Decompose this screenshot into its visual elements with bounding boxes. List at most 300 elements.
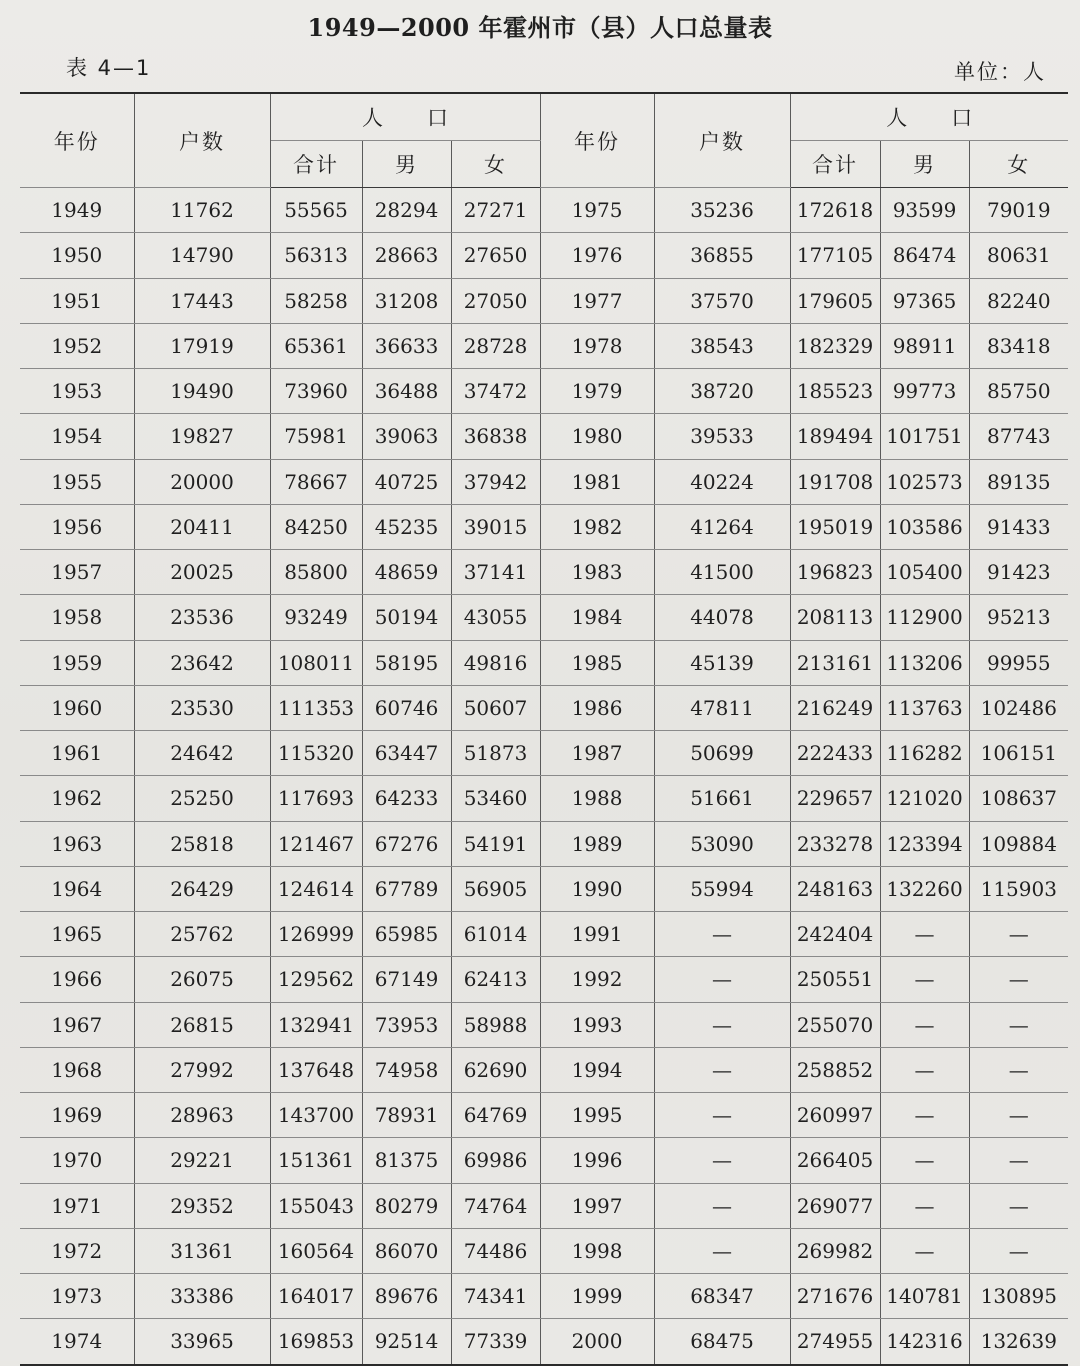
cell-year-right: 1982 (540, 504, 654, 549)
cell-year-right: 1975 (540, 188, 654, 233)
cell-households-right: 45139 (654, 640, 790, 685)
cell-year-left: 1956 (20, 504, 134, 549)
cell-households-right: — (654, 1047, 790, 1092)
cell-year-right: 1992 (540, 957, 654, 1002)
cell-year-left: 1949 (20, 188, 134, 233)
cell-year-right: 2000 (540, 1319, 654, 1365)
cell-total-right: 250551 (790, 957, 880, 1002)
cell-year-left: 1973 (20, 1274, 134, 1319)
cell-households-right: 38543 (654, 323, 790, 368)
table-row (20, 640, 1068, 685)
cell-households-right: 44078 (654, 595, 790, 640)
cell-female-left: 58988 (451, 1002, 540, 1047)
cell-male-right: 116282 (880, 731, 969, 776)
table-row (20, 1319, 1068, 1365)
cell-households-right: 38720 (654, 369, 790, 414)
col-header-female-left: 女 (451, 141, 540, 188)
cell-year-left: 1971 (20, 1183, 134, 1228)
col-header-total-left: 合计 (270, 141, 362, 188)
cell-households-left: 25250 (134, 776, 270, 821)
cell-male-right: 98911 (880, 323, 969, 368)
cell-year-left: 1952 (20, 323, 134, 368)
cell-households-left: 31361 (134, 1228, 270, 1273)
cell-total-right: 172618 (790, 188, 880, 233)
col-header-households-left: 户数 (134, 93, 270, 188)
cell-households-left: 11762 (134, 188, 270, 233)
table-row (20, 595, 1068, 640)
cell-male-left: 50194 (362, 595, 451, 640)
cell-households-right: — (654, 1228, 790, 1273)
cell-households-left: 33965 (134, 1319, 270, 1365)
cell-year-right: 1998 (540, 1228, 654, 1273)
table-row (20, 866, 1068, 911)
table-row (20, 685, 1068, 730)
table-row (20, 731, 1068, 776)
cell-female-left: 36838 (451, 414, 540, 459)
cell-total-right: 255070 (790, 1002, 880, 1047)
cell-year-left: 1963 (20, 821, 134, 866)
cell-male-right: 102573 (880, 459, 969, 504)
cell-households-left: 20411 (134, 504, 270, 549)
table-body (20, 188, 1068, 1365)
cell-year-right: 1983 (540, 550, 654, 595)
cell-year-left: 1961 (20, 731, 134, 776)
cell-male-left: 67149 (362, 957, 451, 1002)
cell-total-left: 85800 (270, 550, 362, 595)
cell-year-left: 1970 (20, 1138, 134, 1183)
cell-households-left: 29221 (134, 1138, 270, 1183)
cell-male-left: 40725 (362, 459, 451, 504)
cell-male-left: 80279 (362, 1183, 451, 1228)
cell-households-right: — (654, 1002, 790, 1047)
cell-female-right: 102486 (969, 685, 1068, 730)
cell-female-left: 74341 (451, 1274, 540, 1319)
cell-male-left: 63447 (362, 731, 451, 776)
cell-households-right: 41500 (654, 550, 790, 595)
cell-households-left: 19490 (134, 369, 270, 414)
table-row (20, 1047, 1068, 1092)
cell-total-left: 115320 (270, 731, 362, 776)
cell-total-left: 73960 (270, 369, 362, 414)
cell-year-right: 1989 (540, 821, 654, 866)
cell-total-left: 65361 (270, 323, 362, 368)
cell-year-right: 1996 (540, 1138, 654, 1183)
cell-year-right: 1991 (540, 912, 654, 957)
cell-households-right: 68347 (654, 1274, 790, 1319)
col-header-female-right: 女 (969, 141, 1068, 188)
col-header-population-left: 人口 (270, 93, 540, 141)
cell-female-left: 62413 (451, 957, 540, 1002)
cell-households-right: — (654, 1138, 790, 1183)
table-row (20, 912, 1068, 957)
table-row (20, 278, 1068, 323)
table-row (20, 1274, 1068, 1319)
cell-total-left: 117693 (270, 776, 362, 821)
cell-households-left: 24642 (134, 731, 270, 776)
cell-male-right: 121020 (880, 776, 969, 821)
cell-female-right: 91423 (969, 550, 1068, 595)
cell-year-left: 1969 (20, 1093, 134, 1138)
cell-total-right: 213161 (790, 640, 880, 685)
cell-female-left: 69986 (451, 1138, 540, 1183)
cell-female-left: 37942 (451, 459, 540, 504)
cell-households-right: 51661 (654, 776, 790, 821)
cell-female-left: 49816 (451, 640, 540, 685)
cell-total-right: 260997 (790, 1093, 880, 1138)
cell-year-right: 1988 (540, 776, 654, 821)
cell-male-left: 67276 (362, 821, 451, 866)
table-row (20, 414, 1068, 459)
cell-female-left: 53460 (451, 776, 540, 821)
table-row (20, 369, 1068, 414)
cell-total-left: 126999 (270, 912, 362, 957)
cell-female-right: 87743 (969, 414, 1068, 459)
cell-year-left: 1962 (20, 776, 134, 821)
cell-households-left: 33386 (134, 1274, 270, 1319)
cell-year-left: 1950 (20, 233, 134, 278)
cell-male-right: 105400 (880, 550, 969, 595)
cell-households-left: 20000 (134, 459, 270, 504)
cell-total-left: 58258 (270, 278, 362, 323)
cell-households-right: 53090 (654, 821, 790, 866)
cell-female-right: 115903 (969, 866, 1068, 911)
cell-total-right: 242404 (790, 912, 880, 957)
table-row (20, 1002, 1068, 1047)
cell-male-right: 113763 (880, 685, 969, 730)
cell-female-left: 56905 (451, 866, 540, 911)
cell-households-left: 23536 (134, 595, 270, 640)
cell-male-left: 36633 (362, 323, 451, 368)
table-row (20, 1183, 1068, 1228)
cell-female-right: 106151 (969, 731, 1068, 776)
cell-year-left: 1966 (20, 957, 134, 1002)
cell-year-right: 1976 (540, 233, 654, 278)
cell-total-left: 93249 (270, 595, 362, 640)
cell-total-right: 248163 (790, 866, 880, 911)
cell-households-right: — (654, 1093, 790, 1138)
cell-total-left: 75981 (270, 414, 362, 459)
cell-male-right: — (880, 1002, 969, 1047)
cell-year-left: 1967 (20, 1002, 134, 1047)
cell-female-left: 27271 (451, 188, 540, 233)
cell-male-right: — (880, 912, 969, 957)
cell-year-right: 1981 (540, 459, 654, 504)
cell-households-left: 23530 (134, 685, 270, 730)
cell-male-right: — (880, 1138, 969, 1183)
cell-male-right: 123394 (880, 821, 969, 866)
col-header-total-right: 合计 (790, 141, 880, 188)
col-header-male-left: 男 (362, 141, 451, 188)
cell-male-right: — (880, 1183, 969, 1228)
cell-total-right: 179605 (790, 278, 880, 323)
cell-female-left: 28728 (451, 323, 540, 368)
cell-year-left: 1955 (20, 459, 134, 504)
table-row (20, 1138, 1068, 1183)
cell-male-left: 89676 (362, 1274, 451, 1319)
cell-female-left: 27050 (451, 278, 540, 323)
cell-households-left: 29352 (134, 1183, 270, 1228)
col-header-male-right: 男 (880, 141, 969, 188)
cell-total-left: 124614 (270, 866, 362, 911)
cell-female-right: 89135 (969, 459, 1068, 504)
cell-male-left: 36488 (362, 369, 451, 414)
cell-total-left: 108011 (270, 640, 362, 685)
cell-total-left: 121467 (270, 821, 362, 866)
cell-year-left: 1954 (20, 414, 134, 459)
cell-female-left: 74486 (451, 1228, 540, 1273)
cell-year-left: 1953 (20, 369, 134, 414)
cell-year-left: 1974 (20, 1319, 134, 1365)
cell-total-right: 196823 (790, 550, 880, 595)
cell-male-right: 132260 (880, 866, 969, 911)
cell-households-left: 28963 (134, 1093, 270, 1138)
cell-total-left: 143700 (270, 1093, 362, 1138)
cell-total-right: 177105 (790, 233, 880, 278)
cell-male-right: 140781 (880, 1274, 969, 1319)
cell-households-left: 27992 (134, 1047, 270, 1092)
cell-total-left: 155043 (270, 1183, 362, 1228)
cell-households-right: — (654, 1183, 790, 1228)
cell-female-left: 43055 (451, 595, 540, 640)
cell-total-left: 56313 (270, 233, 362, 278)
cell-total-right: 208113 (790, 595, 880, 640)
cell-total-right: 185523 (790, 369, 880, 414)
cell-households-right: — (654, 912, 790, 957)
cell-female-left: 39015 (451, 504, 540, 549)
table-row (20, 776, 1068, 821)
cell-female-right: — (969, 957, 1068, 1002)
cell-year-right: 1986 (540, 685, 654, 730)
cell-total-right: 195019 (790, 504, 880, 549)
cell-total-left: 169853 (270, 1319, 362, 1365)
cell-male-left: 78931 (362, 1093, 451, 1138)
table-row (20, 323, 1068, 368)
cell-female-right: — (969, 1002, 1068, 1047)
cell-year-left: 1957 (20, 550, 134, 595)
cell-female-left: 27650 (451, 233, 540, 278)
table-row (20, 233, 1068, 278)
cell-year-left: 1968 (20, 1047, 134, 1092)
cell-year-right: 1990 (540, 866, 654, 911)
cell-female-left: 37141 (451, 550, 540, 595)
cell-male-left: 86070 (362, 1228, 451, 1273)
cell-female-right: 109884 (969, 821, 1068, 866)
cell-year-right: 1995 (540, 1093, 654, 1138)
cell-female-left: 74764 (451, 1183, 540, 1228)
table-row (20, 1228, 1068, 1273)
cell-female-right: 99955 (969, 640, 1068, 685)
cell-female-right: — (969, 1228, 1068, 1273)
cell-female-right: — (969, 1047, 1068, 1092)
cell-total-right: 189494 (790, 414, 880, 459)
cell-male-left: 48659 (362, 550, 451, 595)
cell-households-left: 17919 (134, 323, 270, 368)
cell-total-right: 271676 (790, 1274, 880, 1319)
cell-households-right: 39533 (654, 414, 790, 459)
cell-male-right: 112900 (880, 595, 969, 640)
cell-households-right: — (654, 957, 790, 1002)
unit-label: 单位：人 (954, 60, 1046, 84)
cell-male-right: 101751 (880, 414, 969, 459)
cell-female-left: 37472 (451, 369, 540, 414)
cell-total-right: 266405 (790, 1138, 880, 1183)
cell-year-right: 1984 (540, 595, 654, 640)
cell-total-left: 132941 (270, 1002, 362, 1047)
cell-male-left: 45235 (362, 504, 451, 549)
cell-female-right: 85750 (969, 369, 1068, 414)
cell-total-right: 216249 (790, 685, 880, 730)
table-row (20, 550, 1068, 595)
cell-male-right: — (880, 1047, 969, 1092)
cell-female-right: 95213 (969, 595, 1068, 640)
cell-male-right: 113206 (880, 640, 969, 685)
cell-year-left: 1972 (20, 1228, 134, 1273)
cell-female-right: 108637 (969, 776, 1068, 821)
cell-year-right: 1994 (540, 1047, 654, 1092)
cell-male-right: 103586 (880, 504, 969, 549)
table-row (20, 957, 1068, 1002)
cell-households-left: 17443 (134, 278, 270, 323)
cell-male-right: 142316 (880, 1319, 969, 1365)
cell-households-left: 25762 (134, 912, 270, 957)
cell-female-left: 62690 (451, 1047, 540, 1092)
cell-total-right: 274955 (790, 1319, 880, 1365)
cell-year-right: 1978 (540, 323, 654, 368)
cell-year-left: 1960 (20, 685, 134, 730)
cell-male-left: 60746 (362, 685, 451, 730)
cell-total-left: 84250 (270, 504, 362, 549)
cell-male-left: 81375 (362, 1138, 451, 1183)
cell-female-left: 54191 (451, 821, 540, 866)
cell-households-right: 40224 (654, 459, 790, 504)
table-row (20, 504, 1068, 549)
cell-households-left: 26429 (134, 866, 270, 911)
cell-households-left: 14790 (134, 233, 270, 278)
cell-total-right: 222433 (790, 731, 880, 776)
cell-female-left: 64769 (451, 1093, 540, 1138)
table-row (20, 188, 1068, 233)
cell-total-left: 160564 (270, 1228, 362, 1273)
cell-year-right: 1997 (540, 1183, 654, 1228)
cell-households-right: 68475 (654, 1319, 790, 1365)
cell-female-left: 61014 (451, 912, 540, 957)
cell-year-left: 1964 (20, 866, 134, 911)
cell-female-right: 82240 (969, 278, 1068, 323)
cell-male-left: 31208 (362, 278, 451, 323)
cell-total-left: 55565 (270, 188, 362, 233)
cell-households-left: 26075 (134, 957, 270, 1002)
cell-male-right: 97365 (880, 278, 969, 323)
col-header-year-right: 年份 (540, 93, 654, 188)
cell-year-right: 1980 (540, 414, 654, 459)
table-row (20, 821, 1068, 866)
cell-male-left: 92514 (362, 1319, 451, 1365)
cell-households-left: 25818 (134, 821, 270, 866)
cell-year-left: 1951 (20, 278, 134, 323)
cell-female-right: 80631 (969, 233, 1068, 278)
cell-male-right: 86474 (880, 233, 969, 278)
cell-total-right: 258852 (790, 1047, 880, 1092)
cell-male-left: 67789 (362, 866, 451, 911)
cell-female-right: — (969, 1093, 1068, 1138)
cell-total-left: 164017 (270, 1274, 362, 1319)
cell-households-right: 50699 (654, 731, 790, 776)
cell-female-right: 83418 (969, 323, 1068, 368)
cell-total-left: 129562 (270, 957, 362, 1002)
cell-year-right: 1993 (540, 1002, 654, 1047)
cell-households-left: 20025 (134, 550, 270, 595)
cell-year-left: 1965 (20, 912, 134, 957)
cell-male-right: — (880, 957, 969, 1002)
cell-total-right: 229657 (790, 776, 880, 821)
cell-female-right: 130895 (969, 1274, 1068, 1319)
table-row (20, 1093, 1068, 1138)
cell-male-left: 64233 (362, 776, 451, 821)
cell-total-right: 182329 (790, 323, 880, 368)
cell-female-right: — (969, 1183, 1068, 1228)
cell-male-right: — (880, 1228, 969, 1273)
cell-households-right: 47811 (654, 685, 790, 730)
cell-year-right: 1979 (540, 369, 654, 414)
cell-households-right: 37570 (654, 278, 790, 323)
cell-female-left: 51873 (451, 731, 540, 776)
cell-total-right: 233278 (790, 821, 880, 866)
cell-male-left: 65985 (362, 912, 451, 957)
table-number-label: 表 4—1 (66, 56, 152, 80)
col-header-year-left: 年份 (20, 93, 134, 188)
col-header-population-right: 人口 (790, 93, 1068, 141)
cell-year-left: 1959 (20, 640, 134, 685)
cell-female-right: 79019 (969, 188, 1068, 233)
cell-female-right: — (969, 912, 1068, 957)
cell-female-left: 50607 (451, 685, 540, 730)
cell-households-right: 36855 (654, 233, 790, 278)
cell-female-right: — (969, 1138, 1068, 1183)
cell-male-left: 74958 (362, 1047, 451, 1092)
cell-male-right: — (880, 1093, 969, 1138)
cell-female-left: 77339 (451, 1319, 540, 1365)
cell-households-right: 55994 (654, 866, 790, 911)
cell-year-right: 1999 (540, 1274, 654, 1319)
cell-male-right: 93599 (880, 188, 969, 233)
cell-year-right: 1985 (540, 640, 654, 685)
table-row (20, 459, 1068, 504)
cell-female-right: 132639 (969, 1319, 1068, 1365)
cell-male-left: 58195 (362, 640, 451, 685)
cell-year-right: 1977 (540, 278, 654, 323)
col-header-households-right: 户数 (654, 93, 790, 188)
cell-total-right: 269077 (790, 1183, 880, 1228)
page-title: 1949—2000 年霍州市（县）人口总量表 (307, 13, 773, 42)
cell-households-right: 41264 (654, 504, 790, 549)
cell-total-right: 269982 (790, 1228, 880, 1273)
cell-households-left: 26815 (134, 1002, 270, 1047)
cell-total-left: 111353 (270, 685, 362, 730)
cell-households-left: 23642 (134, 640, 270, 685)
cell-year-right: 1987 (540, 731, 654, 776)
cell-total-left: 78667 (270, 459, 362, 504)
cell-male-left: 73953 (362, 1002, 451, 1047)
cell-total-right: 191708 (790, 459, 880, 504)
cell-male-left: 28663 (362, 233, 451, 278)
cell-female-right: 91433 (969, 504, 1068, 549)
cell-total-left: 151361 (270, 1138, 362, 1183)
population-table (20, 92, 1068, 1366)
cell-year-left: 1958 (20, 595, 134, 640)
cell-households-left: 19827 (134, 414, 270, 459)
cell-total-left: 137648 (270, 1047, 362, 1092)
cell-households-right: 35236 (654, 188, 790, 233)
